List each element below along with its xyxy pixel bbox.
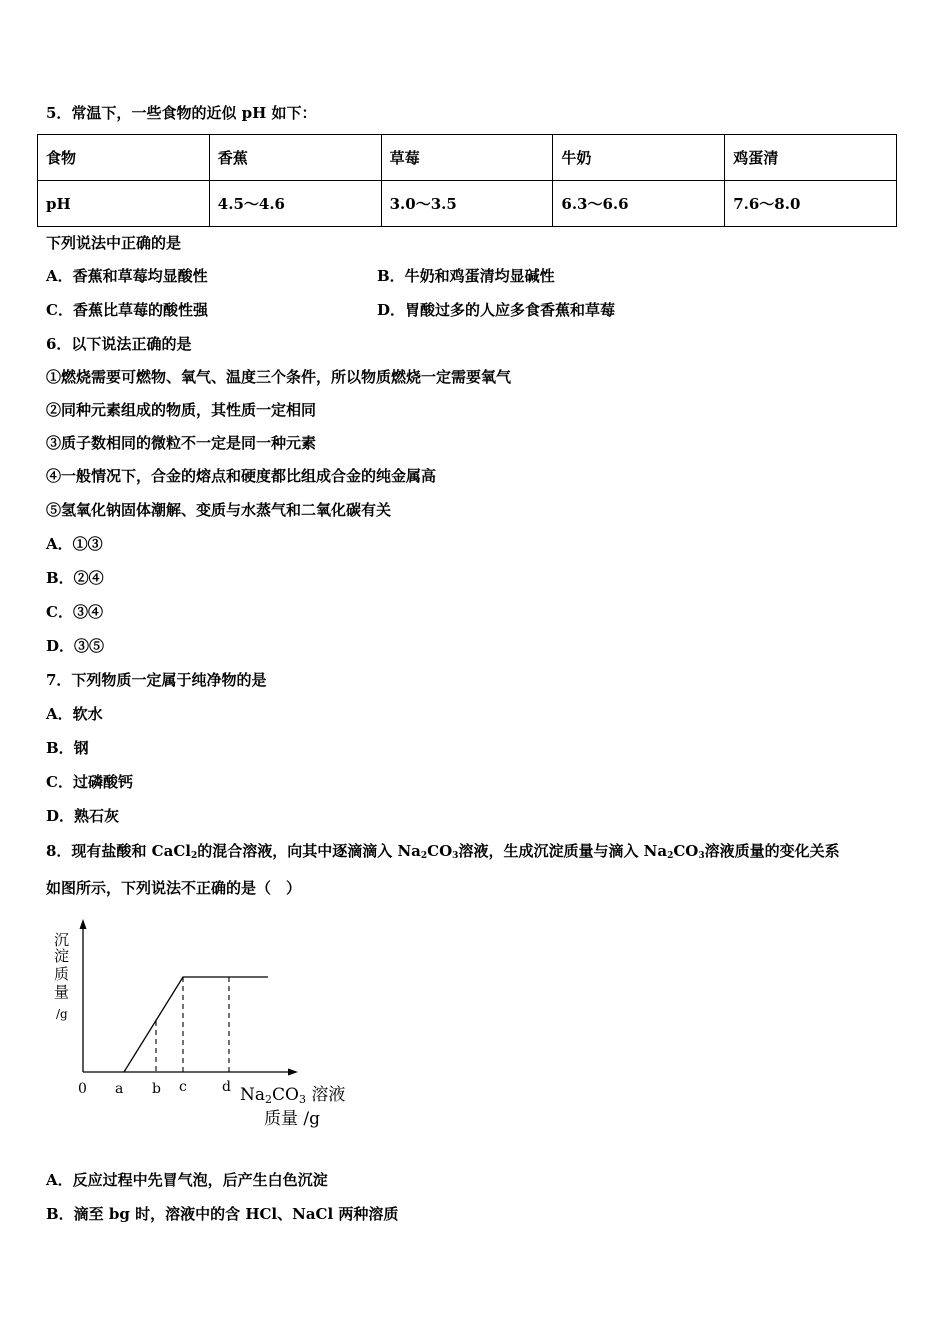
origin-label: 0 [78,1081,87,1097]
table-cell: 鸡蛋清 [725,135,897,181]
q8-option-b: B．滴至 bg 时，溶液中的含 HCl、NaCl 两种溶质 [46,1205,399,1223]
q7-option-a: A．软水 [46,705,103,723]
table-cell: 香蕉 [209,135,381,181]
q6-statement: ④一般情况下，合金的熔点和硬度都比组成合金的纯金属高 [46,467,437,485]
y-label-char: 淀 [54,947,70,965]
q6-statement: ③质子数相同的微粒不一定是同一种元素 [46,434,317,452]
q8-stem-line1: 8．现有盐酸和 CaCl$_2$的混合溶液，向其中逐滴滴入 $Na_2CO_3$溶液，生成沉淀质量与滴入 $Na_2CO_3$溶液质量的变化关系 [46,842,840,861]
q5-stem: 下列说法中正确的是 [46,234,182,252]
x-axis-label: Na2CO3 溶液 [240,1085,346,1106]
y-label-unit: /g [56,1007,68,1021]
q5-option-b: B．牛奶和鸡蛋清均显碱性 [377,267,555,285]
q8-option-a: A．反应过程中先冒气泡，后产生白色沉淀 [46,1171,328,1189]
table-cell: 6.3～6.6 [553,181,725,227]
q6-option-c: C．③④ [46,603,103,621]
precipitate-graph [40,915,370,1145]
ph-table-header-row [38,135,897,181]
table-cell: 食物 [38,135,210,181]
tick-label-c: c [179,1079,187,1095]
q6-statement: ②同种元素组成的物质，其性质一定相同 [46,401,317,419]
y-label-char: 量 [54,983,70,1001]
q6-option-b: B．②④ [46,569,104,587]
q7-option-d: D．熟石灰 [46,807,120,825]
q7-title: 7．下列物质一定属于纯净物的是 [46,671,267,689]
precipitate-curve [124,977,268,1072]
q6-option-a: A．①③ [46,535,103,553]
tick-label-b: b [152,1081,161,1097]
table-cell: pH [38,181,210,227]
q5-title: 5．常温下，一些食物的近似 pH 如下： [46,104,317,122]
q6-statement: ⑤氢氧化钠固体潮解、变质与水蒸气和二氧化碳有关 [46,501,392,519]
table-cell: 牛奶 [553,135,725,181]
ph-table [37,134,897,227]
q7-option-b: B．钢 [46,739,89,757]
x-axis-label-line2: 质量 /g [264,1109,321,1129]
q6-option-d: D．③⑤ [46,637,105,655]
table-cell: 草莓 [381,135,553,181]
ph-table-value-row [38,181,897,227]
q6-title: 6．以下说法正确的是 [46,335,192,353]
table-cell: 7.6～8.0 [725,181,897,227]
q8-stem-line2: 如图所示，下列说法不正确的是（ ） [46,879,302,897]
table-cell: 4.5～4.6 [209,181,381,227]
q5-option-c: C．香蕉比草莓的酸性强 [46,301,208,319]
q7-option-c: C．过磷酸钙 [46,773,133,791]
tick-label-d: d [222,1079,231,1095]
y-label-char: 质 [54,965,70,983]
q6-statement: ①燃烧需要可燃物、氧气、温度三个条件，所以物质燃烧一定需要氧气 [46,368,512,386]
y-label-char: 沉 [54,931,70,949]
y-axis-arrow [80,919,87,929]
x-axis-arrow [288,1069,298,1076]
tick-label-a: a [115,1081,124,1097]
q5-option-a: A．香蕉和草莓均显酸性 [46,267,208,285]
table-cell: 3.0～3.5 [381,181,553,227]
q5-option-d: D．胃酸过多的人应多食香蕉和草莓 [377,301,616,319]
